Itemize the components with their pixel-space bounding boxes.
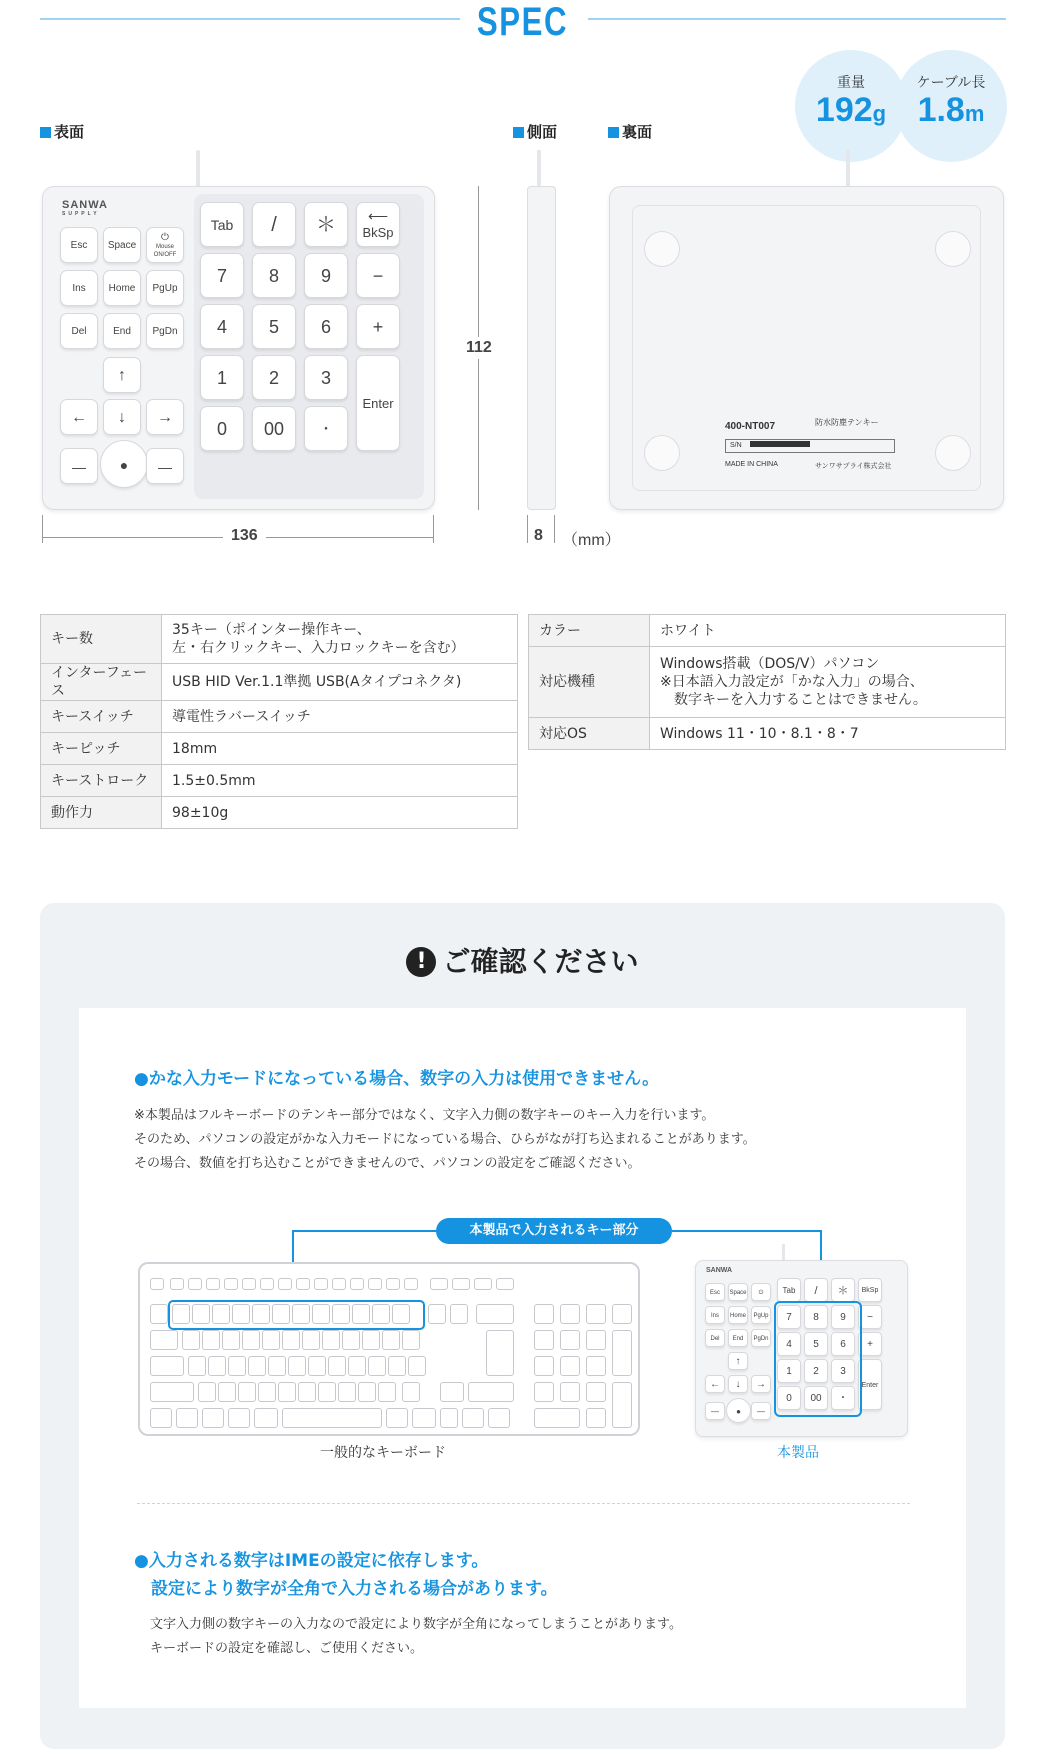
key-space: Space: [103, 227, 141, 263]
key-backspace: ⟵ BkSp: [356, 202, 400, 247]
keypad-side-view: [527, 186, 556, 510]
rubber-foot: [644, 231, 680, 267]
key-4: 4: [200, 304, 244, 349]
key-2: 2: [252, 355, 296, 400]
key-end: End: [103, 313, 141, 349]
notice-heading-ime: ●入力される数字はIMEの設定に依存します。 設定により数字が全角で入力される場合があります。: [134, 1551, 558, 1599]
key-0: 0: [200, 406, 244, 451]
key-minus: −: [356, 253, 400, 298]
notice-body-ime: 文字入力側の数字キーの入力なので設定により数字が全角になってしまうことがあります。 キーボードの設定を確認し、ご使用ください。: [150, 1617, 682, 1656]
key-6: 6: [304, 304, 348, 349]
table-row: キーピッチ 18mm: [41, 733, 518, 765]
key-mouse-toggle: ⏻ Mouse ON/OFF: [146, 227, 184, 263]
right-click-key: —: [146, 448, 184, 484]
pointer-button-icon: ●: [100, 440, 148, 488]
arrow-down-icon: ↓: [728, 1375, 748, 1393]
highlight-number-keys: [774, 1301, 862, 1417]
arrow-left-icon: ←: [60, 399, 98, 435]
cable-length-badge: ケーブル長 1.8m: [895, 50, 1007, 162]
rubber-foot: [935, 435, 971, 471]
product-label: 400-NT007 防水防塵テンキー S/N MADE IN CHINA サンワサプライ株式会社: [725, 416, 895, 471]
caption-generic-keyboard: 一般的なキーボード: [320, 1445, 446, 1461]
table-row: キースイッチ 導電性ラバースイッチ: [41, 701, 518, 733]
arrow-up-icon: ↑: [728, 1352, 748, 1370]
arrow-left-icon: ←: [705, 1375, 725, 1393]
table-row: インターフェース USB HID Ver.1.1準拠 USB(Aタイプコネクタ): [41, 664, 518, 701]
rubber-foot: [644, 435, 680, 471]
caption-product: 本製品: [777, 1445, 819, 1461]
key-8: 8: [252, 253, 296, 298]
arrow-down-icon: ↓: [103, 399, 141, 435]
table-row: 対応機種 Windows搭載（DOS/V）パソコン ※日本語入力設定が「かな入力」の場合、 数字キーを入力することはできません。: [529, 647, 1006, 718]
arrow-right-icon: →: [751, 1375, 771, 1393]
weight-badge: 重量 192g: [795, 50, 907, 162]
key-slash: /: [252, 202, 296, 247]
callout-label: 本製品で入力されるキー部分: [436, 1218, 672, 1244]
key-00: 00: [252, 406, 296, 451]
keypad-back-view: [609, 186, 1004, 510]
key-del: Del: [60, 313, 98, 349]
table-row: 対応OS Windows 11・10・8.1・8・7: [529, 718, 1006, 750]
exclamation-icon: !: [406, 947, 436, 977]
key-pgup: PgUp: [146, 270, 184, 306]
spec-table-left: [40, 614, 518, 829]
key-pgdn: PgDn: [146, 313, 184, 349]
key-dot: ・: [304, 406, 348, 451]
cable-back: [846, 150, 850, 188]
table-row: キー数 35キー（ポインター操作キー、 左・右クリックキー、入力ロックキーを含む）: [41, 615, 518, 664]
cable-side: [537, 150, 541, 188]
key-7: 7: [200, 253, 244, 298]
key-3: 3: [304, 355, 348, 400]
key-5: 5: [252, 304, 296, 349]
spec-table-right: [528, 614, 1006, 750]
full-keyboard-illustration: [138, 1262, 640, 1436]
key-home: Home: [103, 270, 141, 306]
front-view-label: 表面: [40, 121, 84, 142]
side-view-label: 側面: [513, 121, 557, 142]
key-esc: Esc: [60, 227, 98, 263]
height-dimension: 112: [466, 337, 492, 359]
left-click-key: —: [60, 448, 98, 484]
key-9: 9: [304, 253, 348, 298]
key-asterisk: ＊: [304, 202, 348, 247]
depth-dimension: 8: [534, 527, 543, 544]
arrow-up-icon: ↑: [103, 357, 141, 393]
brand-logo: SANWA SUPPLY: [62, 199, 108, 217]
key-enter: Enter: [356, 355, 400, 451]
table-row: キーストローク 1.5±0.5mm: [41, 765, 518, 797]
back-view-label: 裏面: [608, 121, 652, 142]
divider: [137, 1503, 910, 1504]
table-row: 動作力 98±10g: [41, 797, 518, 829]
table-row: カラー ホワイト: [529, 615, 1006, 647]
keypad-front-view: [42, 186, 435, 510]
notice-body-kana: ※本製品はフルキーボードのテンキー部分ではなく、文字入力側の数字キーのキー入力を行います。 そのため、パソコンの設定がかな入力モードになっている場合、ひらがなが打ち込まれることがあります。 その場合、数値を打ち込むことができませんので、パソコンの設定をご確認ください。: [134, 1108, 756, 1171]
key-ins: Ins: [60, 270, 98, 306]
page-title: SPEC: [476, 0, 569, 44]
key-tab: Tab: [200, 202, 244, 247]
arrow-right-icon: →: [146, 399, 184, 435]
rubber-foot: [935, 231, 971, 267]
product-keypad-illustration: SANWA Esc Space ⏻ Ins Home PgUp Del End PgDn ↑ ← ↓ → — ● — Tab / ＊ BkSp 7 8 9 − 4 5 6 + 1 2 3 Enter 0 00 ・: [695, 1260, 908, 1437]
notice-heading-kana: ●かな入力モードになっている場合、数字の入力は使用できません。: [134, 1069, 660, 1089]
width-dimension: 136: [223, 527, 266, 545]
key-1: 1: [200, 355, 244, 400]
brand-logo: SANWA: [706, 1267, 733, 1274]
notice-title: ! ご確認ください: [0, 940, 1045, 980]
cable-front: [196, 150, 200, 188]
key-plus: +: [356, 304, 400, 349]
dimension-unit: （mm）: [562, 532, 621, 549]
pointer-button-icon: ●: [726, 1398, 751, 1423]
